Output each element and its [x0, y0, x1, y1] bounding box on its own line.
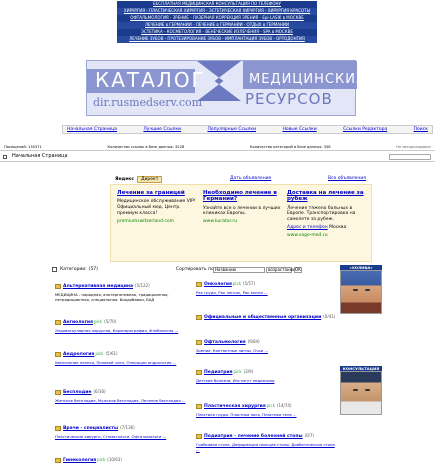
- category-item: [196, 282, 338, 296]
- category-count: (6/84): [247, 339, 260, 345]
- logo-catalog-text: КАТАЛОГ: [95, 68, 206, 92]
- folder-icon: [55, 390, 61, 395]
- subcategory-links[interactable]: Рак груди, Рак легких, Рак матки ...: [196, 290, 268, 296]
- sidebar-gap: [340, 314, 382, 366]
- banner-row[interactable]: ХИРУРГИЯ - ПЛАСТИЧЕСКАЯ ХИРУРГИЯ - ЭСТЕТИЧЕСКАЯ ХИРУРГИЯ - ХИРУРГИЯ КРАСОТЫ: [117, 8, 317, 15]
- banner-row[interactable]: ЭСТЕТИКА - КОСМЕТОЛОГИЯ - ВЕНЕЧЕСКИЕ ИЗЛЕЧЕНИЯ - SPA в МОСКВЕ: [117, 29, 317, 36]
- ad-desc: Лечение тяжело больных в Европе. Транспортировка на самолете за рубеж.: [287, 205, 356, 223]
- ad-url[interactable]: www.kurator.ru: [203, 219, 238, 225]
- search-input[interactable]: [389, 154, 431, 160]
- category-count: (0/41): [323, 314, 336, 320]
- category-count: (7/136): [120, 425, 135, 431]
- category-link[interactable]: Врачи - специалисты: [63, 426, 119, 431]
- folder-icon: [196, 434, 202, 439]
- category-count: (2/9): [243, 369, 254, 375]
- subcategory-links[interactable]: Пластика груди, Пластика носа, Пластика тела ...: [196, 412, 297, 418]
- photo-detail: [353, 289, 358, 291]
- category-link[interactable]: Пластическая хирургия: [204, 404, 266, 409]
- page-title: Начальная Страница: [12, 152, 68, 159]
- ad-title[interactable]: Доставка на лечение за рубеж: [287, 190, 364, 203]
- all-ads-link[interactable]: Все объявления: [327, 176, 366, 181]
- category-link[interactable]: Онкология: [204, 282, 232, 287]
- main-nav: [62, 125, 433, 134]
- category-count: (5/61): [105, 351, 118, 357]
- category-subtext: МЕДИЦИНА - народная, альтернативная, традиционная, нетрадиционная, специальная. Биодобавки, БАД: [55, 292, 169, 303]
- category-count: (14/74): [276, 403, 292, 409]
- subcategory-links[interactable]: Эндоваскулярная хирургия, Коронарография, Флебология ...: [55, 328, 179, 334]
- site-logo[interactable]: [86, 60, 366, 116]
- photo-detail: [365, 389, 370, 391]
- ad-item: [203, 190, 285, 224]
- category-link[interactable]: Педиатрия: [204, 370, 233, 375]
- subcategory-links[interactable]: Женское бесплодие, Мужское бесплодие, Лечение бесплодия ...: [55, 398, 186, 404]
- breadcrumb: [0, 152, 435, 162]
- banner-row[interactable]: ЛЕЧЕНИЕ ЗУБОВ - ПРОТЕЗИРОВАНИЕ ЗУБОВ - ИМПЛАНТАЦИЯ ЗУБОВ - ОРТОДОНТИЯ: [117, 36, 317, 43]
- give-ad-link[interactable]: Дать объявление: [230, 176, 272, 181]
- category-item: [196, 404, 338, 418]
- category-link[interactable]: Офтальмология: [204, 340, 246, 345]
- subcategory-links[interactable]: Пластические хирурги, Стоматологи, Офтальмологи ...: [55, 434, 167, 440]
- ads-links: [230, 176, 366, 183]
- ad-desc: Узнайте все о лечении в лучших клиниках Европы.: [203, 205, 281, 217]
- sidebar-header[interactable]: КОНСУЛЬТАЦИЯ: [340, 366, 382, 371]
- folder-icon: [55, 284, 61, 289]
- category-icon: [52, 267, 57, 272]
- category-item: [55, 458, 195, 463]
- category-link[interactable]: Бесплодие: [63, 390, 92, 395]
- sort-label: Сортировать по: [176, 266, 214, 272]
- category-header: [52, 266, 352, 273]
- photo-detail: [365, 289, 370, 291]
- ad-url[interactable]: premiumswitzerland.com: [117, 218, 175, 224]
- ad-extra: [287, 225, 369, 231]
- ad-url[interactable]: www.sage-med.ru: [287, 233, 328, 238]
- pick-badge: pick: [233, 369, 242, 375]
- ad-address-link[interactable]: Адрес и телефон: [287, 225, 328, 231]
- category-item: [55, 320, 195, 334]
- ad-item: [287, 190, 369, 238]
- sidebar-ad-photo[interactable]: [340, 270, 382, 314]
- visitor-count: Посещений: 135371: [4, 145, 42, 149]
- category-link[interactable]: Подиатрия - лечение болезней стопы: [204, 434, 303, 439]
- category-link[interactable]: Альтернативная медицина: [63, 284, 134, 289]
- folder-icon: [196, 340, 202, 345]
- nav-popular-links[interactable]: Популярные Ссылки: [207, 126, 257, 132]
- category-item: [55, 426, 195, 440]
- category-link[interactable]: Гинекология: [63, 458, 97, 463]
- banner-row[interactable]: БЕСПЛАТНАЯ МЕДИЦИНСКАЯ КОНСУЛЬТАЦИЯ ПО ТЕЛЕФОНУ: [117, 1, 317, 8]
- top-banner: [117, 1, 317, 48]
- nav-home[interactable]: Начальная Страница: [67, 126, 117, 132]
- yandex-direct-header: [115, 176, 207, 183]
- category-item: [55, 390, 195, 404]
- ad-city: Москва: [329, 225, 347, 231]
- sort-order-select[interactable]: возрастанию: [268, 266, 296, 272]
- folder-icon: [196, 404, 202, 409]
- category-item: [196, 370, 338, 384]
- stats-bar: [0, 145, 435, 151]
- subcategory-links[interactable]: Детские болезни, Институт педиатрии: [196, 378, 275, 384]
- category-count: (5/70): [104, 319, 117, 325]
- folder-icon: [55, 352, 61, 357]
- category-count: (6/30): [93, 389, 106, 395]
- subcategory-links[interactable]: Грибковая стопа, Деформация пальцев стопы, Диабетическая стопа ...: [196, 442, 335, 453]
- folder-icon: [55, 458, 61, 463]
- folder-icon: [55, 426, 61, 431]
- ad-title[interactable]: Необходимо лечение в Германии?: [203, 190, 277, 203]
- category-link[interactable]: Официальные и общественные организации: [204, 315, 322, 320]
- category-link[interactable]: Ангиология: [63, 320, 93, 325]
- link-count: Количество ссылок в базе данных: 3228: [107, 145, 185, 149]
- nav-best-links[interactable]: Лучшие Ссылки: [143, 126, 182, 132]
- folder-icon: [196, 315, 202, 320]
- pick-badge: pick: [232, 281, 242, 287]
- pick-badge: pick: [93, 319, 103, 325]
- logo-url-text: dir.rusmedserv.com: [93, 96, 203, 109]
- yandex-label[interactable]: Яндекс: [115, 176, 134, 182]
- ad-title[interactable]: Лечение за границей: [117, 190, 185, 196]
- sort-ok-button[interactable]: ОК: [295, 266, 301, 272]
- photo-detail: [353, 389, 358, 391]
- ad-item: [117, 190, 199, 224]
- sidebar-header[interactable]: «ХОЛИВА»: [340, 265, 382, 270]
- category-label: Категории:: [60, 266, 87, 272]
- category-item: [196, 434, 338, 453]
- category-item: [55, 352, 195, 366]
- logo-medical-text: МЕДИЦИНСКИХ: [249, 72, 366, 87]
- category-item: [196, 340, 338, 354]
- nav-search[interactable]: Поиск: [413, 126, 428, 132]
- nav-new-links[interactable]: Новые Ссылки: [282, 126, 317, 132]
- category-count: (10/63): [107, 457, 122, 463]
- nav-editor-links[interactable]: Ссылки Редактора: [343, 126, 388, 132]
- category-item: [55, 284, 195, 303]
- banner-row[interactable]: ОФТАЛЬМОЛОГИЯ - ЗРЕНИЕ - ЛАЗЕРНАЯ КОРРЕКЦИЯ ЗРЕНИЯ - Ерi-LASIK в МОСКВЕ: [117, 15, 317, 22]
- direct-tab[interactable]: Директ: [137, 176, 162, 183]
- pick-badge: pick: [97, 457, 106, 463]
- sidebar-ads: [340, 265, 382, 415]
- banner-row[interactable]: ЛЕЧЕНИЕ в ГЕРМАНИИ - ЛЕЧЕНИЕ в ГЕРМАНИИ - ОТДЫХ в ГЕРМАНИИ: [117, 22, 317, 29]
- sort-field-select[interactable]: Названию: [213, 267, 265, 273]
- auth-status: Не авторизирован: [396, 145, 431, 149]
- pick-badge: pick: [266, 403, 275, 409]
- pick-badge: pick: [95, 351, 104, 357]
- category-link[interactable]: Андрология: [63, 352, 95, 357]
- ad-desc: Медицинское обслуживание VIP! Официальный мед. Центр. премиум класса!: [117, 199, 196, 216]
- category-count: (0/7): [304, 433, 315, 439]
- folder-icon: [196, 282, 202, 287]
- home-icon: [3, 155, 7, 159]
- category-count: (5/122): [135, 283, 150, 289]
- category-total: (57): [88, 266, 98, 272]
- category-count: (5/57): [243, 281, 256, 287]
- sidebar-ad-photo[interactable]: [340, 371, 382, 415]
- ad-box: [110, 184, 372, 262]
- folder-icon: [196, 370, 202, 375]
- folder-icon: [55, 320, 61, 325]
- subcategory-links[interactable]: Зрение, Контактные линзы, Очки ...: [196, 348, 269, 354]
- category-count: Количество категорий в базе данных: 358: [249, 145, 331, 149]
- category-item: [196, 315, 338, 320]
- logo-resources-text: РЕСУРСОВ: [245, 90, 333, 108]
- subcategory-links[interactable]: Увеличение пениса, Половой член, Операции андрология ...: [55, 360, 177, 366]
